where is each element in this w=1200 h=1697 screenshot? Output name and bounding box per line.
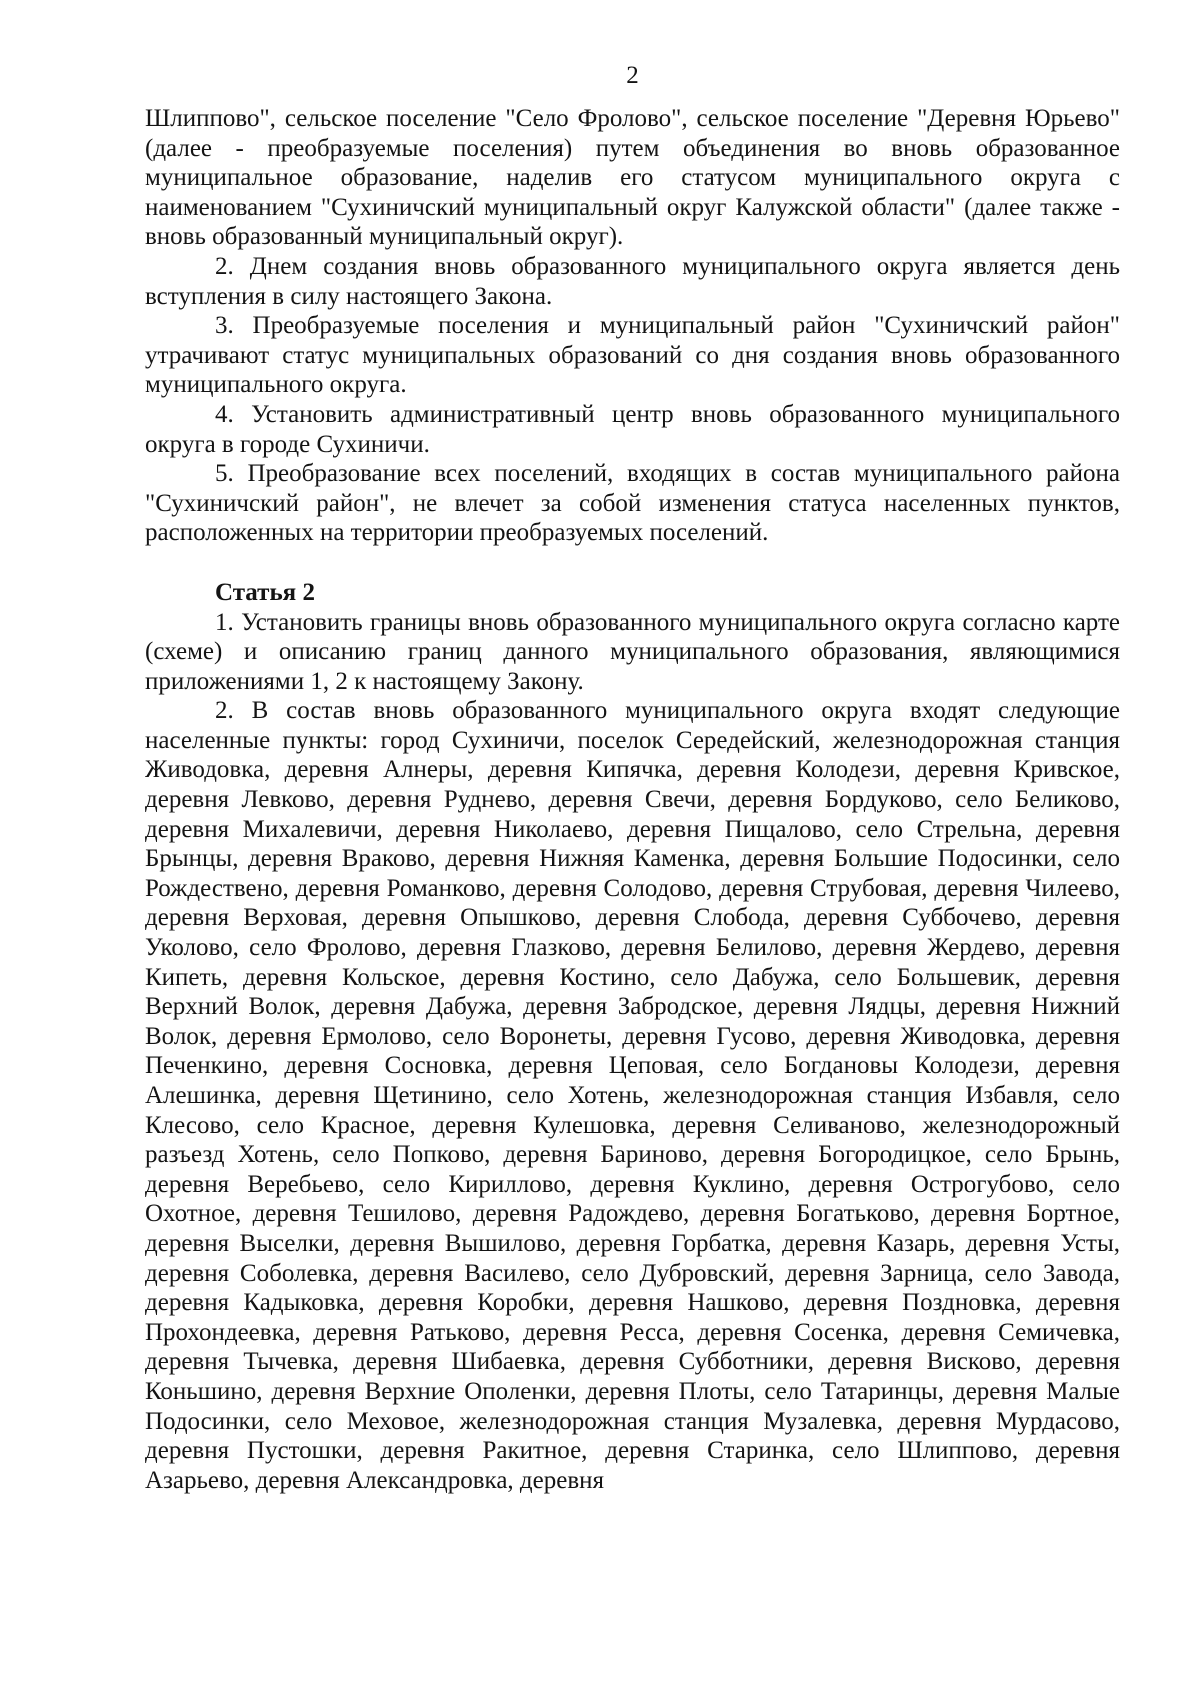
article2-paragraph-2: 2. В состав вновь образованного муниципального округа входят следующие населенные пункты: город Сухиничи, поселок Середейский, железнодорожная станция Живодовка, деревня Алнеры, деревня Кипячка, деревня Колодези, деревня Кривское, деревня Левково, деревня Руднево, деревня Свечи, деревня Бордуково, село Беликово, деревня Михалевичи, деревня Николаево, деревня Пищалово, село Стрельна, деревня Брынцы, деревня Враково, деревня Нижняя Каменка, деревня Большие Подосинки, село Рождествено, деревня Романково, деревня Солодово, деревня Струбовая, деревня Чилеево, деревня Верховая, деревня Опышково, деревня Слобода, деревня Суббочево, деревня Уколово, село Фролово, деревня Глазково, деревня Белилово, деревня Жердево, деревня Кипеть, деревня Кольское, деревня Костино, село Дабужа, село Большевик, деревня Верхний Волок, деревня Дабужа, деревня Забродское, деревня Лядцы, деревня Нижний Волок, деревня Ермолово, село Воронеты, деревня Гусово, деревня Живодовка, деревня Печенкино, деревня Сосновка, деревня Цеповая, село Богдановы Колодези, деревня Алешинка, деревня Щетинино, село Хотень, железнодорожная станция Избавля, село Клесово, село Красное, деревня Кулешовка, деревня Селиваново, железнодорожный разъезд Хотень, село Попково, деревня Бариново, деревня Богородицкое, село Брынь, деревня Веребьево, село Кириллово, деревня Куклино, деревня Острогубово, село Охотное, деревня Тешилово, деревня Радождево, деревня Богатьково, деревня Бортное, деревня Выселки, деревня Вышилово, деревня Горбатка, деревня Казарь, деревня Усты, деревня Соболевка, деревня Василево, село Дубровский, деревня Зарница, село Завода, деревня Кадыковка, деревня Коробки, деревня Нашково, деревня Поздновка, деревня Прохондеевка, деревня Ратьково, деревня Ресса, деревня Сосенка, деревня Семичевка, деревня Тычевка, деревня Шибаевка, деревня Субботники, деревня Висково, деревня Коньшино, деревня Верхние Ополенки, деревня Плоты, село Татаринцы, деревня Малые Подосинки, село Меховое, железнодорожная станция Музалевка, деревня Мурдасово, деревня Пустошки, деревня Ракитное, деревня Старинка, село Шлиппово, деревня Азарьево, деревня Александровка, деревня <box>145 697 1120 1494</box>
article2-heading: Статья 2 <box>215 578 315 606</box>
article1-paragraph-3: 3. Преобразуемые поселения и муниципальный район "Сухиничский район" утрачивают статус муниципальных образований со дня создания вновь образованного муниципального округа. <box>145 312 1120 399</box>
article1-paragraph-5: 5. Преобразование всех поселений, входящих в состав муниципального района "Сухиничский район", не влечет за собой изменения статуса населенных пунктов, расположенных на территории преобразуемых поселений. <box>145 460 1120 547</box>
page-number: 2 <box>626 62 639 89</box>
article1-paragraph-continuation: Шлиппово", сельское поселение "Село Фролово", сельское поселение "Деревня Юрьево" (далее - преобразуемые поселения) путем объединения во вновь образованное муниципальное образование, наделив его статусом муниципального округа с наименованием "Сухиничский муниципальный округ Калужской области" (далее также - вновь образованный муниципальный округ). <box>145 105 1120 251</box>
document-page <box>145 62 1120 1495</box>
article2-paragraph-1: 1. Установить границы вновь образованного муниципального округа согласно карте (схеме) и описанию границ данного муниципального образования, являющимися приложениями 1, 2 к настоящему Закону. <box>145 608 1120 695</box>
article1-paragraph-4: 4. Установить административный центр вновь образованного муниципального округа в городе Сухиничи. <box>145 400 1120 458</box>
article1-paragraph-2: 2. Днем создания вновь образованного муниципального округа является день вступления в силу настоящего Закона. <box>145 252 1120 310</box>
